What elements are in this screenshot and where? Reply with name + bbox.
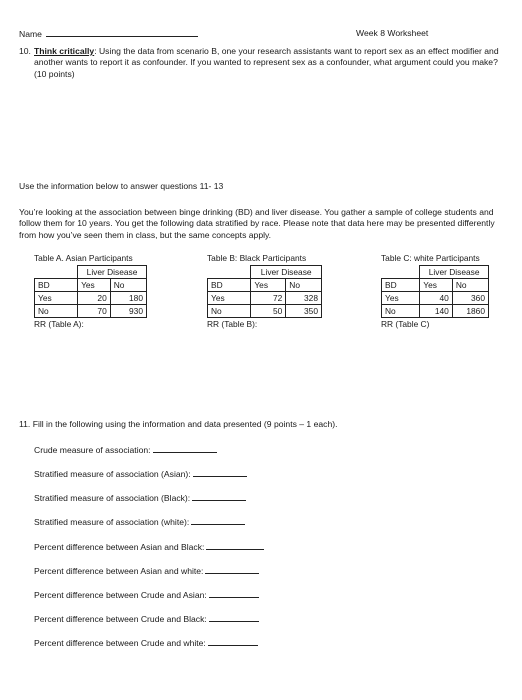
outcome-no-header: No: [110, 279, 146, 292]
table-a: [34, 253, 147, 330]
table-corner: [35, 266, 78, 279]
cell-unexposed-yes: 70: [78, 305, 111, 318]
fill-item: [34, 516, 245, 528]
contingency-table: [34, 265, 147, 318]
cell-unexposed-no: 350: [286, 305, 322, 318]
table-title: Table A. Asian Participants: [34, 253, 133, 263]
fill-item: [34, 613, 259, 625]
question-10-text: [34, 46, 509, 80]
fill-item-label: Stratified measure of association (Black):: [34, 493, 191, 503]
question-10-lead: Think critically: [34, 46, 95, 56]
fill-item-label: Percent difference between Crude and white:: [34, 638, 206, 648]
scenario-text: You’re looking at the association between binge drinking (BD) and liver disease. You gather a sample of college students and follow them for 10 years. You get the following data stratified by race. Please note that data here may be presented differently from how you’ve seen them in class, but the same concepts apply.: [19, 207, 495, 240]
outcome-yes-header: Yes: [251, 279, 286, 292]
fill-item: [34, 565, 259, 577]
fill-item-label: Stratified measure of association (Asian):: [34, 469, 191, 479]
outcome-no-header: No: [452, 279, 488, 292]
rr-label: RR (Table C): [381, 319, 430, 330]
answer-blank[interactable]: [206, 541, 264, 550]
question-10-body: : Using the data from scenario B, one your research assistants want to report sex as an effect modifier and another wants to report it as confounder. If you wanted to represent sex as a confounder, what argument could you make? (10 points): [34, 46, 499, 79]
instructions: Use the information below to answer questions 11- 13: [19, 181, 224, 191]
cell-exposed-no: 360: [452, 292, 488, 305]
table-title: Table C: white Participants: [381, 253, 480, 263]
unexposed-row-label: No: [382, 305, 420, 318]
answer-blank[interactable]: [209, 613, 259, 622]
question-number: 10.: [19, 46, 31, 56]
exposure-header: BD: [382, 279, 420, 292]
answer-blank[interactable]: [153, 444, 217, 453]
exposed-row-label: Yes: [35, 292, 78, 305]
cell-unexposed-yes: 50: [251, 305, 286, 318]
name-label: Name: [19, 29, 42, 39]
fill-item: [34, 492, 246, 504]
answer-blank[interactable]: [205, 565, 259, 574]
table-c: [381, 253, 489, 330]
outcome-yes-header: Yes: [78, 279, 111, 292]
fill-item-label: Percent difference between Asian and white:: [34, 566, 204, 576]
cell-exposed-no: 180: [110, 292, 146, 305]
name-field[interactable]: [19, 28, 198, 40]
exposed-row-label: Yes: [382, 292, 420, 305]
exposure-header: BD: [35, 279, 78, 292]
cell-exposed-no: 328: [286, 292, 322, 305]
cell-unexposed-yes: 140: [420, 305, 453, 318]
rr-label: RR (Table A):: [34, 319, 84, 330]
fill-item-label: Percent difference between Crude and Black:: [34, 614, 207, 624]
name-blank[interactable]: [46, 28, 198, 37]
unexposed-row-label: No: [35, 305, 78, 318]
fill-item: [34, 541, 264, 553]
fill-item: [34, 637, 258, 649]
answer-blank[interactable]: [209, 589, 259, 598]
cell-exposed-yes: 20: [78, 292, 111, 305]
fill-item-label: Stratified measure of association (white):: [34, 517, 190, 527]
answer-blank[interactable]: [208, 637, 258, 646]
table-corner: [208, 266, 251, 279]
table-title: Table B: Black Participants: [207, 253, 307, 263]
answer-blank[interactable]: [191, 516, 245, 525]
fill-item-label: Percent difference between Crude and Asian:: [34, 590, 207, 600]
exposed-row-label: Yes: [208, 292, 251, 305]
cell-exposed-yes: 72: [251, 292, 286, 305]
outcome-header: Liver Disease: [78, 266, 147, 279]
fill-item-label: Crude measure of association:: [34, 445, 151, 455]
outcome-header: Liver Disease: [420, 266, 489, 279]
question-11-heading: 11. Fill in the following using the information and data presented (9 points – 1 each).: [19, 419, 338, 429]
table-corner: [382, 266, 420, 279]
outcome-yes-header: Yes: [420, 279, 453, 292]
cell-exposed-yes: 40: [420, 292, 453, 305]
worksheet-title: Week 8 Worksheet: [356, 28, 429, 38]
fill-item: [34, 589, 259, 601]
contingency-table: [207, 265, 322, 318]
cell-unexposed-no: 930: [110, 305, 146, 318]
rr-label: RR (Table B):: [207, 319, 258, 330]
exposure-header: BD: [208, 279, 251, 292]
answer-blank[interactable]: [192, 492, 246, 501]
fill-item: [34, 444, 217, 456]
table-b: [207, 253, 322, 330]
outcome-header: Liver Disease: [251, 266, 322, 279]
unexposed-row-label: No: [208, 305, 251, 318]
answer-blank[interactable]: [193, 468, 247, 477]
contingency-table: [381, 265, 489, 318]
outcome-no-header: No: [286, 279, 322, 292]
fill-item: [34, 468, 247, 480]
question-10: [19, 46, 509, 80]
cell-unexposed-no: 1860: [452, 305, 488, 318]
fill-item-label: Percent difference between Asian and Black:: [34, 542, 205, 552]
